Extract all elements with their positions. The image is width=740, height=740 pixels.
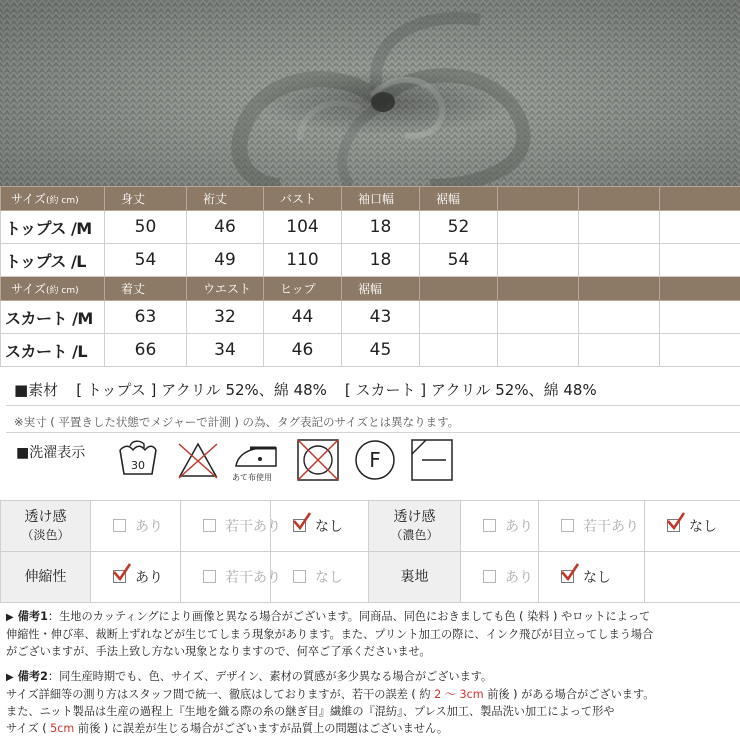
no-tumble-dry-icon xyxy=(296,438,340,482)
note2-line: サイズ詳細等の測り方はスタッフ間で統一、徹底はしておりますが、若干の誤差 ( 約 2 〜 3cm 前後 ) がある場合がございます。 xyxy=(6,688,655,701)
size-note: ※実寸 ( 平置きした状態でメジャーで計測 ) の為、タグ表記のサイズとは異なります。 xyxy=(14,415,460,429)
table-row xyxy=(1,211,740,244)
cell: 110 xyxy=(264,244,342,277)
cell: 49 xyxy=(187,244,264,277)
washing-label: ■洗濯表示 xyxy=(16,445,86,461)
col-header: 裾幅 xyxy=(420,187,498,211)
iron-note: あて布使用 xyxy=(232,473,272,482)
hand-wash-30-icon xyxy=(116,438,160,482)
col-header: ウエスト xyxy=(187,277,264,301)
option-checkbox-checked[interactable]: なし xyxy=(271,501,369,552)
row-label: トップス /L xyxy=(1,244,105,277)
size-table xyxy=(0,186,740,367)
cell: 18 xyxy=(342,244,420,277)
divider xyxy=(6,405,740,406)
check-mark-icon xyxy=(112,562,132,582)
feel-label: 伸縮性 xyxy=(1,552,91,603)
cell-empty xyxy=(660,211,740,244)
option-checkbox[interactable]: 若干あり xyxy=(539,501,645,552)
divider xyxy=(6,432,740,433)
col-header-empty xyxy=(660,187,740,211)
note2-line: また、ニット製品は生産の過程上『生地を織る際の糸の継ぎ目』繊維の『混紡』、プレス加工、製品洗い加工によって形や xyxy=(6,705,615,718)
option-checkbox[interactable]: あり xyxy=(91,501,181,552)
cell: 104 xyxy=(264,211,342,244)
cell-empty xyxy=(579,244,660,277)
note1-line: 伸縮性・伸び率、裁断上ずれなどが生じてしまう現象があります。また、プリント加工の際に、インク飛びが目立ってしまう場合 xyxy=(6,628,654,641)
col-header: ヒップ xyxy=(264,277,342,301)
triangle-bullet-icon: ▶ xyxy=(6,672,14,683)
option-checkbox[interactable]: なし xyxy=(271,552,369,603)
col-header-empty xyxy=(660,277,740,301)
material-label: ■素材 xyxy=(14,381,59,399)
table-row xyxy=(1,334,740,367)
row-label: スカート /M xyxy=(1,301,105,334)
note1-line: がございますが、手法上致し方ない現象となりますので、何卒ご了承くださいませ。 xyxy=(6,645,431,658)
option-checkbox[interactable]: 若干あり xyxy=(181,552,271,603)
col-header-empty xyxy=(579,187,660,211)
check-mark-icon xyxy=(292,511,312,531)
cell-empty xyxy=(498,334,579,367)
col-header: 裄丈 xyxy=(187,187,264,211)
feel-row xyxy=(1,501,740,552)
cell: 54 xyxy=(105,244,187,277)
cell-empty xyxy=(420,334,498,367)
cell: 32 xyxy=(187,301,264,334)
col-header: 袖口幅 xyxy=(342,187,420,211)
note1-line: ▶ 備考1：生地のカッティングにより画像と異なる場合がございます。同商品、同色におきましても色 ( 染料 ) やロットによって xyxy=(6,610,651,623)
cell-empty xyxy=(660,301,740,334)
option-checkbox[interactable]: あり xyxy=(461,552,539,603)
cell-empty xyxy=(498,301,579,334)
feel-label: 透け感 （淡色） xyxy=(1,501,91,552)
cell: 46 xyxy=(264,334,342,367)
notes-section xyxy=(6,608,738,737)
feel-row xyxy=(1,552,740,603)
option-empty xyxy=(645,552,740,603)
col-header: バスト xyxy=(264,187,342,211)
cell: 45 xyxy=(342,334,420,367)
fabric-feel-table xyxy=(0,500,740,603)
cell-empty xyxy=(660,244,740,277)
table-row xyxy=(1,301,740,334)
cell-empty xyxy=(498,211,579,244)
option-checkbox-checked[interactable]: なし xyxy=(645,501,740,552)
skirt-header-row xyxy=(1,277,740,301)
option-checkbox[interactable]: あり xyxy=(461,501,539,552)
cell-empty xyxy=(498,244,579,277)
cell: 43 xyxy=(342,301,420,334)
cell-empty xyxy=(579,211,660,244)
cell: 34 xyxy=(187,334,264,367)
cell: 50 xyxy=(105,211,187,244)
cell: 44 xyxy=(264,301,342,334)
cell-empty xyxy=(579,301,660,334)
material-line xyxy=(14,379,615,400)
feel-label: 透け感 （濃色） xyxy=(369,501,461,552)
tub-number: 30 xyxy=(131,459,145,472)
cell: 66 xyxy=(105,334,187,367)
material-tops: [ トップス ] アクリル 52%、綿 48% xyxy=(76,381,327,399)
note2-line: ▶ 備考2：同生産時期でも、色、サイズ、デザイン、素材の質感が多少異なる場合がございます。 xyxy=(6,670,493,683)
feel-label: 裏地 xyxy=(369,552,461,603)
skirt-header-label: サイズ(約 cm) xyxy=(1,277,105,301)
option-checkbox-checked[interactable]: あり xyxy=(91,552,181,603)
flat-dry-shade-icon xyxy=(410,438,454,482)
cell: 46 xyxy=(187,211,264,244)
row-label: トップス /M xyxy=(1,211,105,244)
note2-line: サイズ ( 5cm 前後 ) に誤差が生じる場合がございますが品質上の問題はございません。 xyxy=(6,722,449,735)
check-mark-icon xyxy=(666,511,686,531)
cell: 52 xyxy=(420,211,498,244)
no-bleach-icon xyxy=(176,438,220,482)
row-label: スカート /L xyxy=(1,334,105,367)
col-header-empty xyxy=(579,277,660,301)
triangle-bullet-icon: ▶ xyxy=(6,612,14,623)
option-checkbox[interactable]: 若干あり xyxy=(181,501,271,552)
col-header: 身丈 xyxy=(105,187,187,211)
cell-empty xyxy=(579,334,660,367)
col-header: 着丈 xyxy=(105,277,187,301)
cell: 63 xyxy=(105,301,187,334)
material-skirt: [ スカート ] アクリル 52%、綿 48% xyxy=(344,381,597,399)
knit-fabric-photo xyxy=(0,0,740,186)
col-header-empty xyxy=(498,277,579,301)
col-header: 裾幅 xyxy=(342,277,420,301)
tops-header-row xyxy=(1,187,740,211)
check-mark-icon xyxy=(560,562,580,582)
cell: 18 xyxy=(342,211,420,244)
cell-empty xyxy=(660,334,740,367)
tops-header-label: サイズ(約 cm) xyxy=(1,187,105,211)
table-row xyxy=(1,244,740,277)
dry-clean-f-icon xyxy=(353,438,397,482)
cell: 54 xyxy=(420,244,498,277)
col-header-empty xyxy=(420,277,498,301)
cell-empty xyxy=(420,301,498,334)
col-header-empty xyxy=(498,187,579,211)
dryclean-letter: F xyxy=(369,448,381,472)
option-checkbox-checked[interactable]: なし xyxy=(539,552,645,603)
